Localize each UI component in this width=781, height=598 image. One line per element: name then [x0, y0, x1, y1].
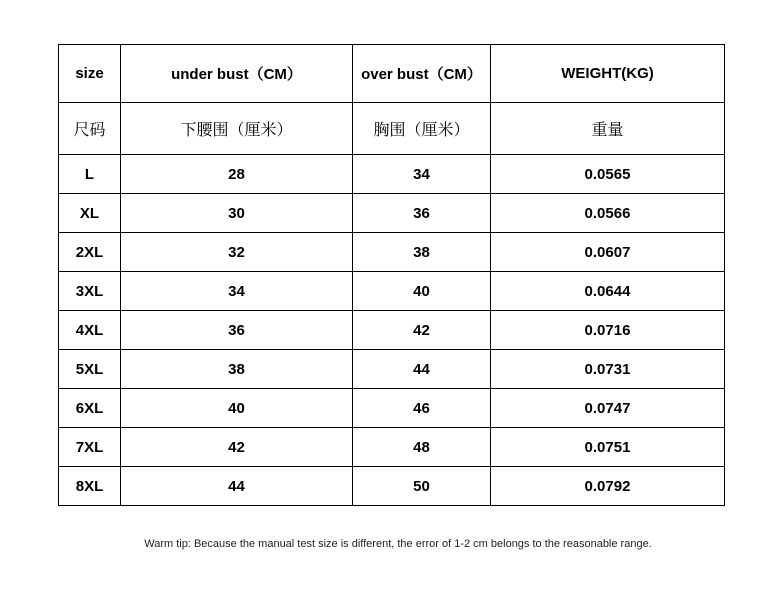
- cell-over-bust: 44: [353, 350, 491, 389]
- cell-over-bust: 48: [353, 428, 491, 467]
- cell-under-bust: 32: [121, 233, 353, 272]
- cell-over-bust: 38: [353, 233, 491, 272]
- cell-weight: 0.0751: [491, 428, 725, 467]
- table-row: [59, 389, 725, 428]
- header-size: size: [59, 45, 121, 103]
- header-under-bust-cn: 下腰围（厘米）: [121, 103, 353, 155]
- table-row: [59, 350, 725, 389]
- header-row-en: [59, 45, 725, 103]
- cell-size: 3XL: [59, 272, 121, 311]
- table-row: [59, 233, 725, 272]
- cell-over-bust: 40: [353, 272, 491, 311]
- table-row: [59, 467, 725, 506]
- cell-weight: 0.0716: [491, 311, 725, 350]
- cell-weight: 0.0644: [491, 272, 725, 311]
- table-row: [59, 428, 725, 467]
- cell-size: XL: [59, 194, 121, 233]
- warm-tip-note: Warm tip: Because the manual test size is different, the error of 1-2 cm belongs to the reasonable range.: [144, 538, 652, 550]
- cell-under-bust: 42: [121, 428, 353, 467]
- cell-weight: 0.0792: [491, 467, 725, 506]
- cell-over-bust: 46: [353, 389, 491, 428]
- cell-weight: 0.0607: [491, 233, 725, 272]
- header-over-bust-cn: 胸围（厘米）: [353, 103, 491, 155]
- header-size-cn: 尺码: [59, 103, 121, 155]
- size-chart-table: [58, 44, 725, 506]
- cell-under-bust: 38: [121, 350, 353, 389]
- cell-under-bust: 30: [121, 194, 353, 233]
- table-row: [59, 194, 725, 233]
- header-under-bust: under bust（CM）: [121, 45, 353, 103]
- table-row: [59, 311, 725, 350]
- cell-weight: 0.0566: [491, 194, 725, 233]
- cell-under-bust: 36: [121, 311, 353, 350]
- cell-size: 4XL: [59, 311, 121, 350]
- cell-over-bust: 42: [353, 311, 491, 350]
- cell-under-bust: 28: [121, 155, 353, 194]
- table-row: [59, 155, 725, 194]
- cell-under-bust: 40: [121, 389, 353, 428]
- cell-over-bust: 36: [353, 194, 491, 233]
- header-weight-cn: 重量: [491, 103, 725, 155]
- table-row: [59, 272, 725, 311]
- cell-size: 7XL: [59, 428, 121, 467]
- cell-under-bust: 34: [121, 272, 353, 311]
- cell-under-bust: 44: [121, 467, 353, 506]
- cell-size: 5XL: [59, 350, 121, 389]
- header-over-bust: over bust（CM）: [353, 45, 491, 103]
- cell-over-bust: 50: [353, 467, 491, 506]
- cell-weight: 0.0747: [491, 389, 725, 428]
- cell-weight: 0.0731: [491, 350, 725, 389]
- header-weight: WEIGHT(KG): [491, 45, 725, 103]
- cell-size: 6XL: [59, 389, 121, 428]
- header-row-cn: [59, 103, 725, 155]
- cell-size: 8XL: [59, 467, 121, 506]
- cell-weight: 0.0565: [491, 155, 725, 194]
- cell-size: 2XL: [59, 233, 121, 272]
- cell-size: L: [59, 155, 121, 194]
- cell-over-bust: 34: [353, 155, 491, 194]
